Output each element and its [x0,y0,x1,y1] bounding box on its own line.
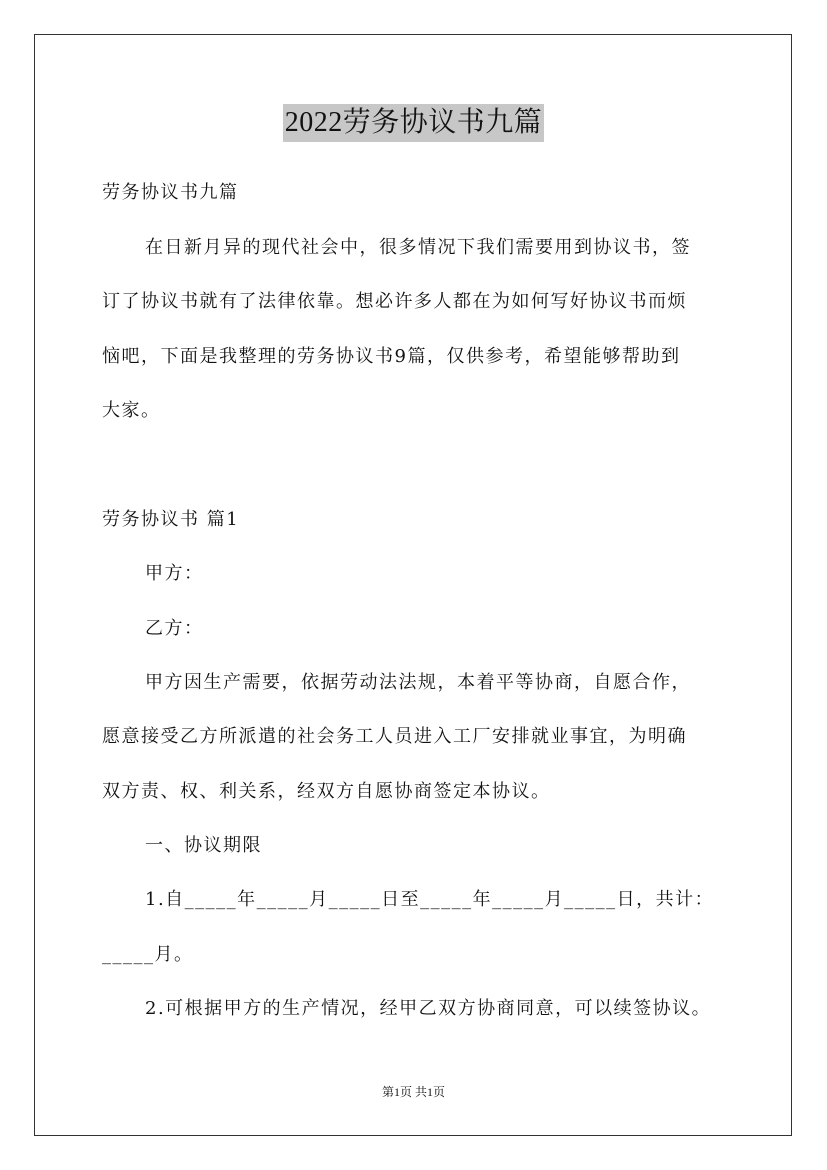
clause-item-1-cont: _____月。 [102,944,194,965]
intro-line-3: 恼吧，下面是我整理的劳务协议书9篇，仅供参考，希望能够帮助到 [102,346,681,367]
doc-subtitle: 劳务协议书九篇 [102,182,239,203]
body-line-2: 愿意接受乙方所派遣的社会务工人员进入工厂安排就业事宜，为明确 [102,726,687,747]
party-a-label: 甲方： [145,563,204,584]
party-b-label: 乙方： [145,618,204,639]
clause-item-2: 2.可根据甲方的生产情况，经甲乙双方协商同意，可以续签协议。 [145,998,712,1019]
title-container [0,104,827,142]
intro-line-2: 订了协议书就有了法律依靠。想必许多人都在为如何写好协议书而烦 [102,291,687,312]
document-title: 2022劳务协议书九篇 [283,104,545,142]
intro-line-1: 在日新月异的现代社会中，很多情况下我们需要用到协议书，签 [145,237,691,258]
clause-item-1: 1.自_____年_____月_____日至_____年_____月_____日，共计： [145,889,715,910]
body-line-1: 甲方因生产需要，依据劳动法法规，本着平等协商，自愿合作， [145,672,691,693]
body-line-3: 双方责、权、利关系，经双方自愿协商签定本协议。 [102,781,551,802]
page-footer: 第1页 共1页 [381,1085,445,1099]
clause-heading: 一、协议期限 [145,835,262,856]
section-heading: 劳务协议书 篇1 [102,509,240,530]
intro-line-4: 大家。 [102,400,161,421]
